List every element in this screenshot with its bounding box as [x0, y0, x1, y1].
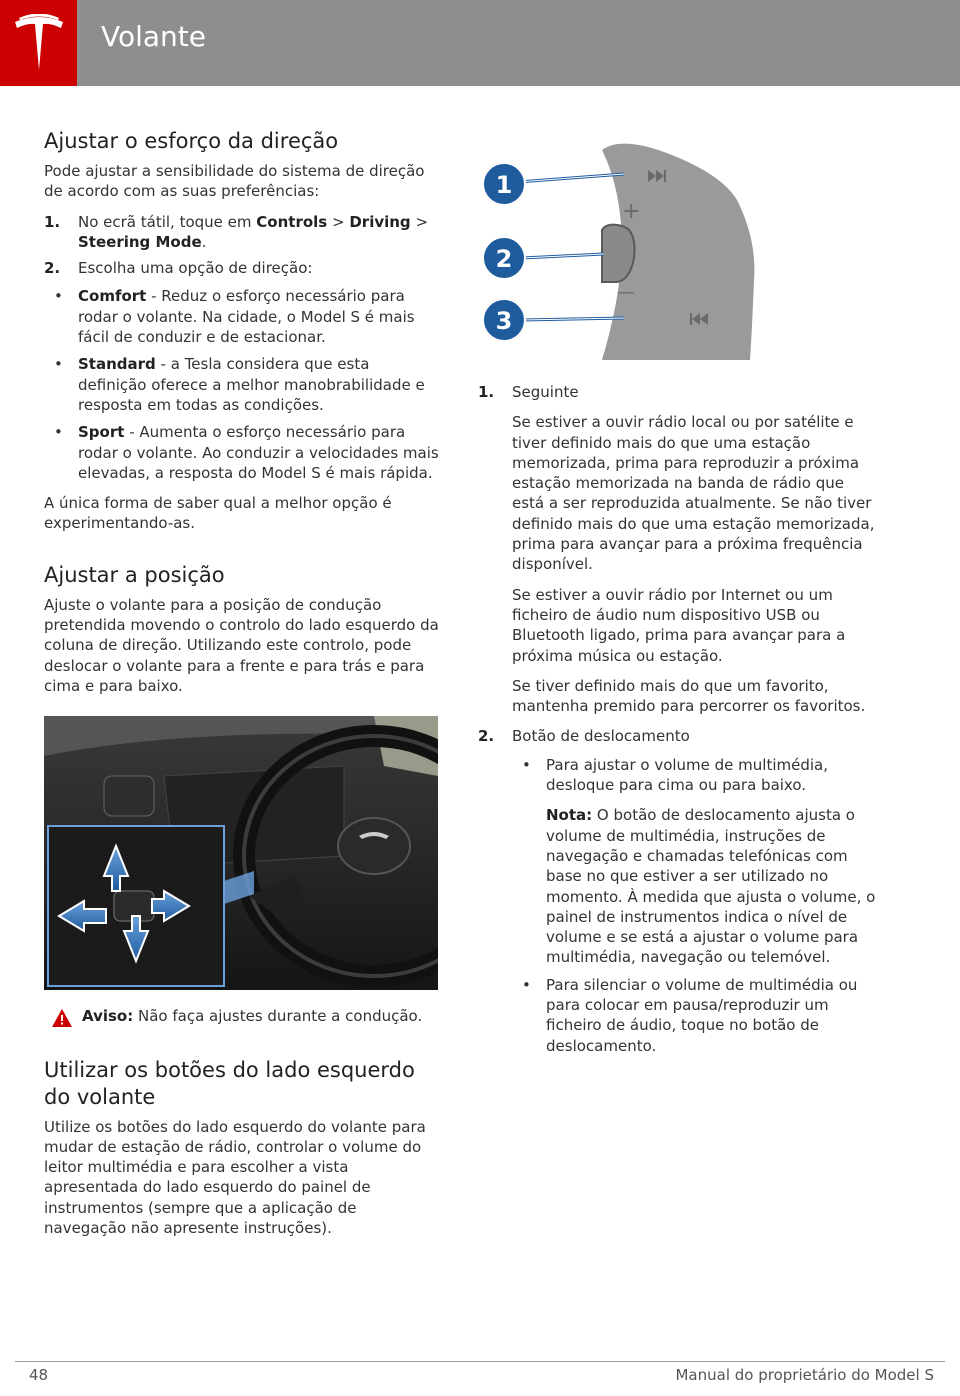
note-box	[546, 805, 876, 967]
option-text: - Aumenta o esforço necessário para rodar o volante. Ao conduzir a velocidades mais elevadas, a resposta do Model S é mais rápida.	[78, 423, 439, 482]
left-column	[44, 128, 439, 1248]
step-end: .	[201, 232, 207, 251]
steering-effort-closing: A única forma de saber qual a melhor opção é experimentando-as.	[44, 494, 392, 533]
bullet-text: Para ajustar o volume de multimédia, desloque para cima ou para baixo.	[546, 755, 829, 795]
scroll-bullets	[512, 755, 876, 1056]
warning-text: Não faça ajustes durante a condução.	[133, 1007, 423, 1026]
scroll-bullet-mute	[512, 975, 876, 1056]
option-name: Sport	[78, 423, 125, 442]
menu-driving: Driving	[349, 212, 411, 231]
warning-label: Aviso:	[82, 1007, 134, 1026]
step-text: Escolha uma opção de direção:	[78, 259, 313, 278]
steering-column-photo	[44, 716, 438, 990]
callout-3-label: 3	[495, 307, 513, 335]
step-number: 2.	[44, 259, 61, 278]
note-label: Nota:	[546, 806, 593, 825]
separator: >	[327, 212, 350, 231]
item-number: 2.	[478, 727, 495, 746]
button-descriptions	[478, 382, 876, 1056]
option-text: - a Tesla considera que esta definição oferece a melhor manobrabilidade e resposta em todas as condições.	[78, 355, 425, 414]
warning-icon	[52, 1009, 72, 1027]
page-number: 48	[29, 1366, 49, 1384]
menu-controls: Controls	[256, 212, 328, 231]
option-sport	[44, 422, 439, 483]
bullet-text: Para silenciar o volume de multimédia ou para colocar em pausa/reproduzir um ficheiro de áudio, toque no botão de deslocamento.	[546, 975, 858, 1055]
menu-steering-mode: Steering Mode	[78, 232, 202, 251]
warning-box	[44, 1006, 439, 1026]
step-1	[44, 212, 439, 253]
tesla-logo-box	[0, 0, 77, 86]
option-comfort	[44, 286, 439, 347]
steering-effort-intro: Pode ajustar a sensibilidade do sistema de direção de acordo com as suas preferências:	[44, 162, 425, 201]
item-title: Botão de deslocamento	[512, 727, 690, 746]
note-text: O botão de deslocamento ajusta o volume de multimédia, instruções de navegação e chamadas telefónicas com base no que estiver a ser utilizado no momento. À medida que ajusta o volume, o painel de instrumentos indica o nível de volume e se está a ajustar o volume para multimédia, navegação ou telemóvel.	[546, 806, 876, 967]
section-title-steering-effort: Ajustar o esforço da direção	[44, 129, 339, 153]
callout-2-label: 2	[495, 245, 513, 273]
manual-name: Manual do proprietário do Model S	[675, 1366, 934, 1384]
option-text: - Reduz o esforço necessário para rodar o volante. Na cidade, o Model S é mais fácil de conduzir e de estacionar.	[78, 287, 415, 347]
scroll-wheel	[602, 225, 635, 282]
right-column	[478, 382, 876, 1066]
minus-sign: —	[617, 282, 635, 303]
option-standard	[44, 354, 439, 415]
steering-buttons-diagram	[472, 130, 772, 362]
item-next-p1: Se estiver a ouvir rádio local ou por satélite e tiver definido mais do que uma estação memorizada, prima para reproduzir a próxima estação memorizada na banda de rádio que está a ser reproduzida atualmente. Se não tiver definido mais do que uma estação memorizada, prima para avançar para a próxima frequência disponível.	[512, 413, 875, 574]
section-title-position: Ajustar a posição	[44, 562, 225, 587]
steering-steps	[44, 212, 439, 484]
page-header	[0, 0, 960, 86]
steering-options	[44, 286, 439, 483]
item-next-p3: Se tiver definido mais do que um favorito, mantenha premido para percorrer os favoritos.	[512, 676, 866, 716]
item-scroll	[478, 726, 876, 1055]
option-name: Standard	[78, 355, 156, 374]
step-2	[44, 258, 439, 483]
item-next	[478, 382, 876, 716]
scroll-bullet-volume	[512, 755, 876, 968]
step-number: 1.	[44, 212, 61, 231]
callout-1-label: 1	[495, 171, 513, 199]
left-buttons-text: Utilize os botões do lado esquerdo do volante para mudar de estação de rádio, controlar o volume do leitor multimédia e para escolher a vista apresentada do lado esquerdo do painel de instrumentos (sempre que a aplicação de navegação não apresente instruções).	[44, 1117, 426, 1238]
page-title: Volante	[101, 20, 206, 53]
item-number: 1.	[478, 383, 495, 401]
option-name: Comfort	[78, 287, 147, 306]
section-title-left-buttons: Utilizar os botões do lado esquerdo do volante	[44, 1057, 415, 1109]
position-text: Ajuste o volante para a posição de condução pretendida movendo o controlo do lado esquerdo da coluna de direção. Utilizando este controlo, pode deslocar o volante para a frente e para trás e para cima e para baixo.	[44, 595, 439, 695]
tesla-logo-icon	[13, 14, 65, 72]
separator: >	[410, 212, 429, 231]
step-text: No ecrã tátil, toque em	[78, 212, 257, 231]
plus-sign: +	[622, 199, 641, 224]
item-title: Seguinte	[512, 383, 579, 401]
item-next-p2: Se estiver a ouvir rádio por Internet ou um ficheiro de áudio num dispositivo USB ou Bluetooth ligado, prima para avançar para a próxima música ou estação.	[512, 585, 846, 665]
footer-divider	[15, 1361, 945, 1362]
